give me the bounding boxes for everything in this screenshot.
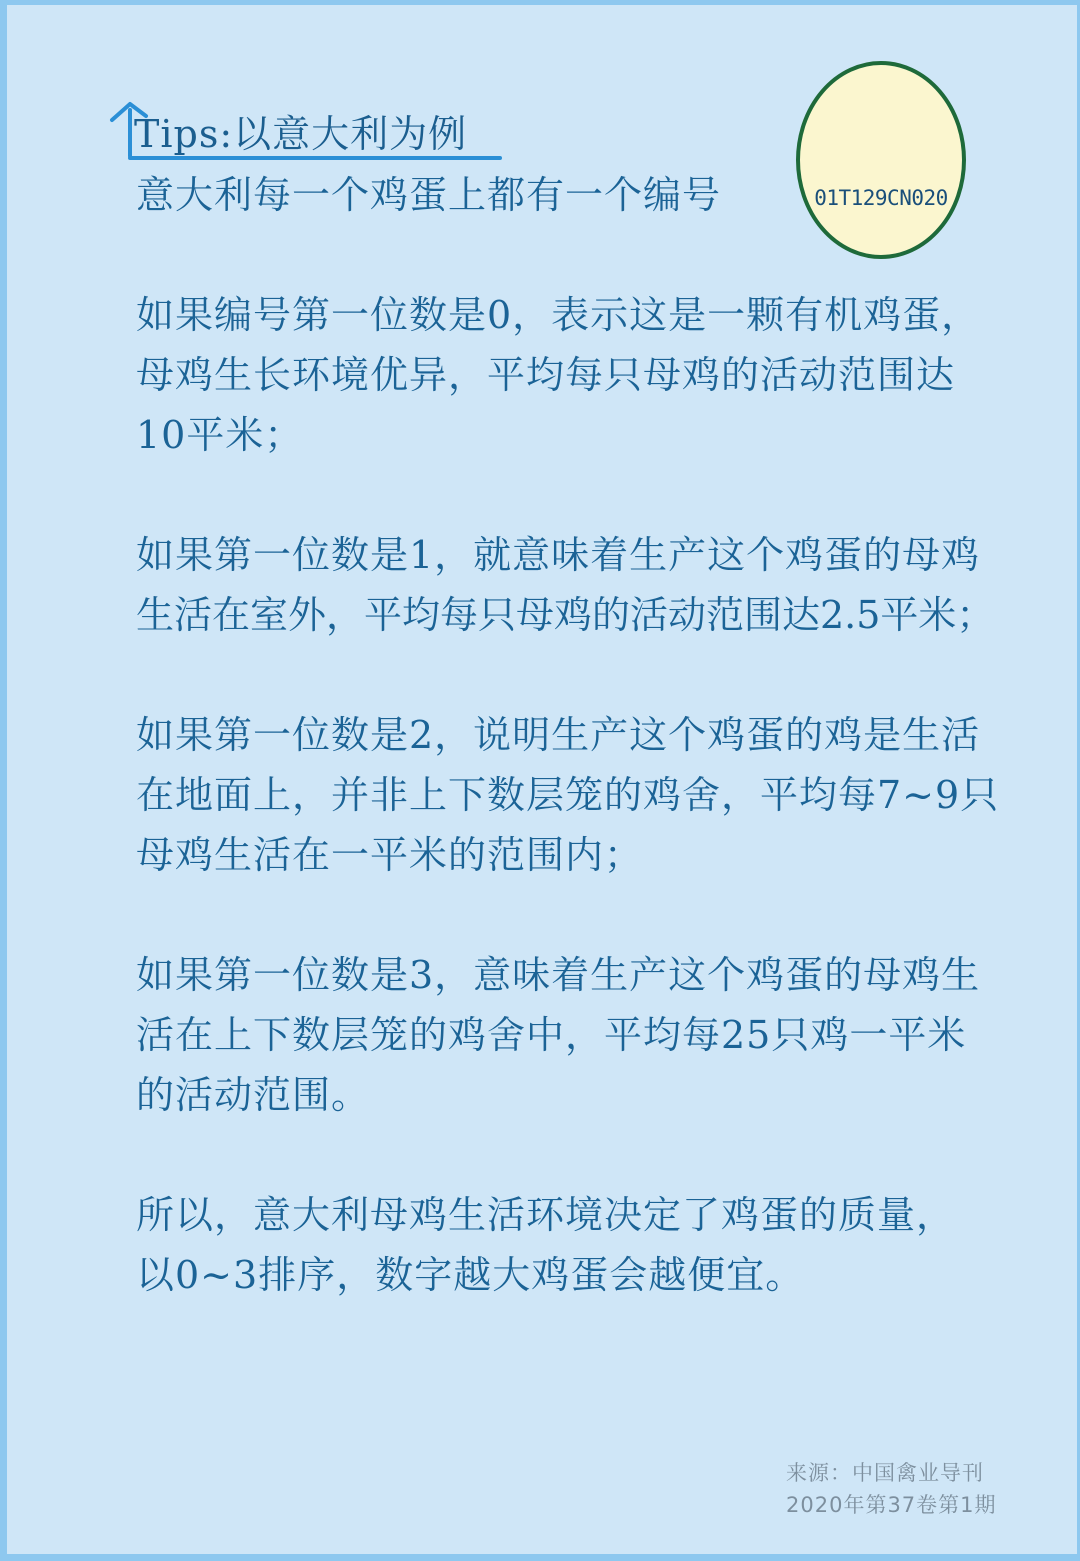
para1-line: 生活在室外，平均每只母鸡的活动范围达2.5平米； [136,593,995,637]
conclusion-line: 所以，意大利母鸡生活环境决定了鸡蛋的质量， [136,1193,956,1237]
conclusion-line: 以0~3排序，数字越大鸡蛋会越便宜。 [136,1253,805,1297]
source-label: 来源：中国禽业导刊 [786,1461,984,1485]
para0-line: 10平米； [136,413,304,457]
egg-icon [795,60,967,260]
para2-line: 如果第一位数是2，说明生产这个鸡蛋的鸡是生活 [136,713,981,757]
para1-line: 如果第一位数是1，就意味着生产这个鸡蛋的母鸡 [136,533,981,577]
para2-line: 在地面上，并非上下数层笼的鸡舍，平均每7~9只 [136,773,1000,817]
para3-line: 活在上下数层笼的鸡舍中，平均每25只鸡一平米 [136,1013,967,1057]
tips-heading: Tips:以意大利为例 [134,112,468,156]
intro-text: 意大利每一个鸡蛋上都有一个编号 [136,173,722,217]
source-issue: 2020年第37卷第1期 [786,1493,997,1517]
para0-line: 如果编号第一位数是0，表示这是一颗有机鸡蛋， [136,293,981,337]
para2-line: 母鸡生活在一平米的范围内； [136,833,644,877]
para0-line: 母鸡生长环境优异，平均每只母鸡的活动范围达 [136,353,956,397]
para3-line: 的活动范围。 [136,1073,371,1117]
para3-line: 如果第一位数是3，意味着生产这个鸡蛋的母鸡生 [136,953,981,997]
egg-code-label: 01T129CN020 [814,186,948,210]
